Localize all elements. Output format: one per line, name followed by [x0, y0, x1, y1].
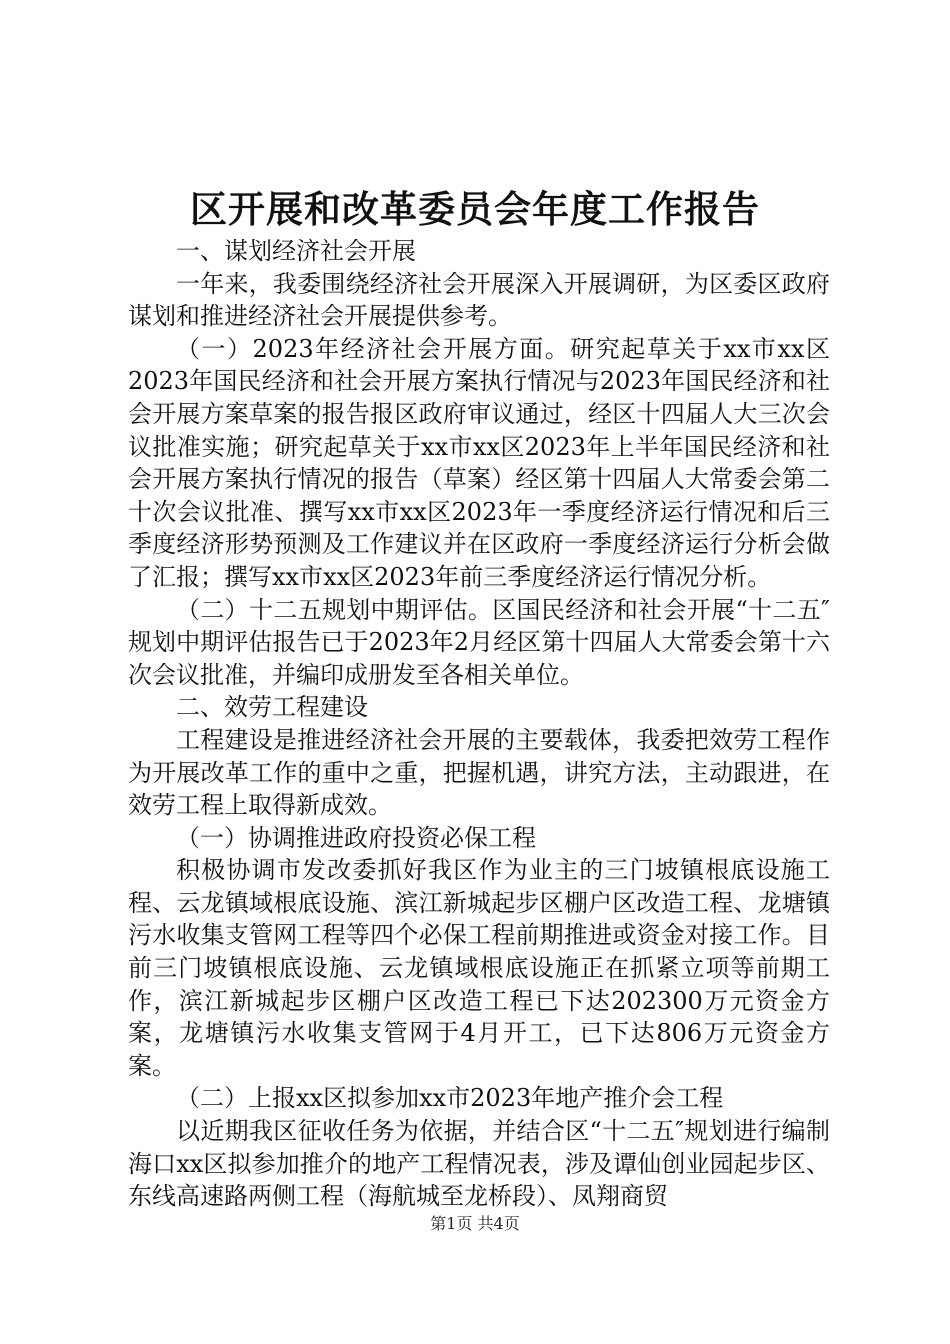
page-footer: 第1页 共4页: [430, 1214, 520, 1233]
document-body: [128, 235, 830, 1213]
subsection-heading: （一）协调推进政府投资必保工程: [176, 823, 536, 852]
paragraph: 积极协调市发改委抓好我区作为业主的三门坡镇根底设施工程、云龙镇域根底设施、滨江新城起步区棚户区改造工程、龙塘镇污水收集支管网工程等四个必保工程前期推进或资金对接工作。目前三门坡镇根底设施、云龙镇域根底设施正在抓紧立项等前期工作，滨江新城起步区棚户区改造工程已下达202300万元资金方案，龙塘镇污水收集支管网于4月开工，已下达806万元资金方案。: [128, 856, 830, 1080]
paragraph: （二）十二五规划中期评估。区国民经济和社会开展“十二五″规划中期评估报告已于2023年2月经区第十四届人大常委会第十六次会议批准，并编印成册发至各相关单位。: [128, 595, 830, 689]
paragraph: 一年来，我委围绕经济社会开展深入开展调研，为区委区政府谋划和推进经济社会开展提供参考。: [128, 269, 830, 331]
document-title: 区开展和改革委员会年度工作报告: [190, 187, 760, 231]
paragraph: 以近期我区征收任务为依据，并结合区“十二五″规划进行编制海口xx区拟参加推介的地产工程情况表，涉及谭仙创业园起步区、东线高速路两侧工程（海航城至龙桥段）、凤翔商贸: [128, 1117, 830, 1211]
section-heading-2: 二、效劳工程建设: [176, 693, 368, 722]
paragraph: （一）2023年经济社会开展方面。研究起草关于xx市xx区2023年国民经济和社会开展方案执行情况与2023年国民经济和社会开展方案草案的报告报区政府审议通过，经区十四届人大三次会议批准实施；研究起草关于xx市xx区2023年上半年国民经济和社会开展方案执行情况的报告（草案）经区第十四届人大常委会第二十次会议批准、撰写xx市xx区2023年一季度经济运行情况和后三季度经济形势预测及工作建议并在区政府一季度经济运行分析会做了汇报；撰写xx市xx区2023年前三季度经济运行情况分析。: [128, 334, 830, 591]
paragraph: 工程建设是推进经济社会开展的主要载体，我委把效劳工程作为开展改革工作的重中之重，把握机遇，讲究方法，主动跟进，在效劳工程上取得新成效。: [128, 725, 830, 820]
section-heading-1: 一、谋划经济社会开展: [176, 237, 416, 265]
subsection-heading: （二）上报xx区拟参加xx市2023年地产推介会工程: [176, 1084, 724, 1113]
